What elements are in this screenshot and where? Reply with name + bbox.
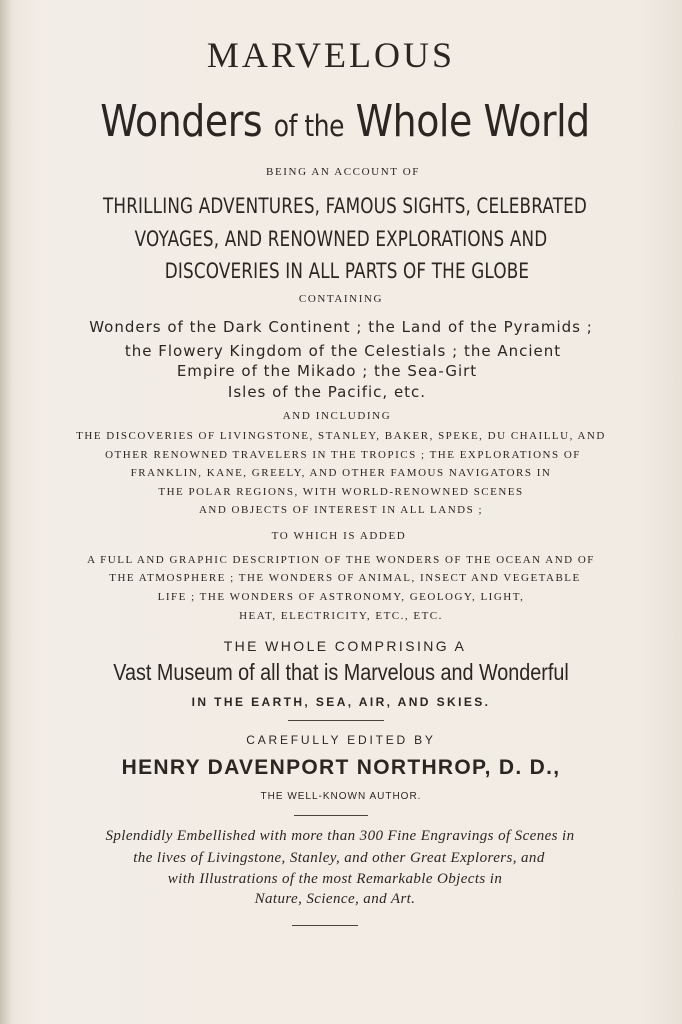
contents-line-2: the Flowery Kingdom of the Celestials ; the Ancient xyxy=(124,342,562,360)
title-wonders: Wonders xyxy=(100,96,263,147)
title-marvelous: MARVELOUS xyxy=(206,35,456,75)
embellished-line-3: with Illustrations of the most Remarkable Objects in xyxy=(167,871,503,887)
divider-rule-2 xyxy=(294,815,368,816)
added-line-4: HEAT, ELECTRICITY, ETC., ETC. xyxy=(239,610,443,622)
embellished-line-2: the lives of Livingstone, Stanley, and other Great Explorers, and xyxy=(133,850,545,866)
museum-line: Vast Museum of all that is Marvelous and Wonderful xyxy=(113,659,569,685)
page-edge xyxy=(0,0,10,1024)
title-main xyxy=(83,96,608,147)
contents-line-4: Isles of the Pacific, etc. xyxy=(227,383,427,401)
title-whole-world: Whole World xyxy=(355,96,590,147)
embellished-line-1: Splendidly Embellished with more than 300 Fine Engravings of Scenes in xyxy=(105,828,575,844)
contents-line-1: Wonders of the Dark Continent ; the Land of the Pyramids ; xyxy=(89,318,593,336)
and-including-label: AND INCLUDING xyxy=(282,410,392,422)
embellished-line-4: Nature, Science, and Art. xyxy=(254,891,416,907)
divider-rule-1 xyxy=(288,720,384,721)
discoveries-line-1: THE DISCOVERIES OF LIVINGSTONE, STANLEY, BAKER, SPEKE, DU CHAILLU, AND xyxy=(76,430,606,442)
author-name: HENRY DAVENPORT NORTHROP, D. D., xyxy=(121,756,561,779)
being-account-of: BEING AN ACCOUNT OF xyxy=(266,166,420,178)
discoveries-line-4: THE POLAR REGIONS, WITH WORLD-RENOWNED SCENES xyxy=(158,486,524,498)
subtitle-line-1: THRILLING ADVENTURES, FAMOUS SIGHTS, CELEBRATED xyxy=(103,194,587,218)
title-of-the: of the xyxy=(273,109,345,143)
discoveries-line-5: AND OBJECTS OF INTEREST IN ALL LANDS ; xyxy=(198,504,484,516)
contents-line-3: Empire of the Mikado ; the Sea-Girt xyxy=(176,362,478,380)
whole-comprising: THE WHOLE COMPRISING A xyxy=(223,638,467,654)
edited-by: CAREFULLY EDITED BY xyxy=(246,733,436,747)
discoveries-line-3: FRANKLIN, KANE, GREELY, AND OTHER FAMOUS NAVIGATORS IN xyxy=(130,467,552,479)
subtitle-line-2: VOYAGES, AND RENOWNED EXPLORATIONS AND xyxy=(134,227,548,251)
subtitle-line-3: DISCOVERIES IN ALL PARTS OF THE GLOBE xyxy=(164,259,530,283)
added-line-2: THE ATMOSPHERE ; THE WONDERS OF ANIMAL, INSECT AND VEGETABLE xyxy=(109,572,581,584)
divider-rule-3 xyxy=(292,925,358,926)
added-line-3: LIFE ; THE WONDERS OF ASTRONOMY, GEOLOGY, LIGHT, xyxy=(157,591,525,603)
to-which-label: TO WHICH IS ADDED xyxy=(271,530,407,542)
containing-label: CONTAINING xyxy=(298,293,384,305)
discoveries-line-2: OTHER RENOWNED TRAVELERS IN THE TROPICS ; THE EXPLORATIONS OF xyxy=(105,449,581,461)
added-line-1: A FULL AND GRAPHIC DESCRIPTION OF THE WONDERS OF THE OCEAN AND OF xyxy=(87,554,595,566)
well-known-author: THE WELL-KNOWN AUTHOR. xyxy=(260,791,422,802)
earth-sea-air-skies: IN THE EARTH, SEA, AIR, AND SKIES. xyxy=(191,695,491,709)
